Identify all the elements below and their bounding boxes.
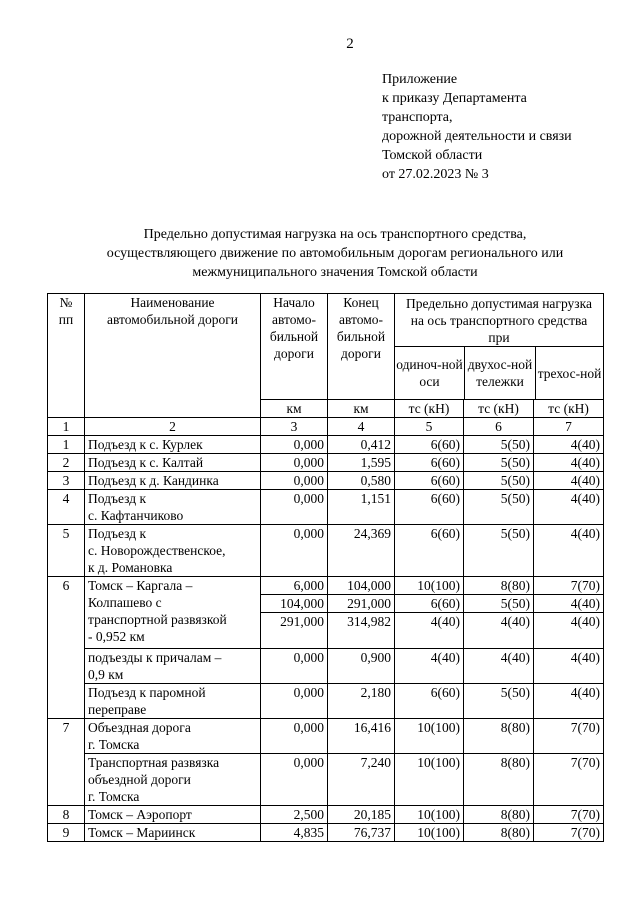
load-single: 4(40) [395,613,464,649]
col-number: 5 [395,418,464,436]
unit-end: км [328,400,395,418]
header-row [48,294,604,400]
load-triple: 4(40) [534,454,604,472]
road-end: 1,151 [328,490,395,525]
road-name [85,649,261,684]
header-num: № пп [48,294,85,418]
road-name-line: переправе [88,702,147,717]
load-double: 8(80) [464,577,534,595]
load-double: 8(80) [464,806,534,824]
road-name-line: г. Томска [88,789,140,804]
table-row [48,806,604,824]
road-end: 104,000 [328,577,395,595]
road-name: Подъезд к с. Курлек [85,436,261,454]
road-start: 0,000 [261,525,328,577]
unit-start: км [261,400,328,418]
road-end: 24,369 [328,525,395,577]
road-end: 0,412 [328,436,395,454]
load-single: 6(60) [395,525,464,577]
header-name: Наименование автомобильной дороги [85,294,261,418]
col-number: 1 [48,418,85,436]
load-single: 10(100) [395,754,464,806]
load-triple: 4(40) [534,684,604,719]
road-name [85,754,261,806]
load-triple: 4(40) [534,613,604,649]
header-end: Конец автомо-бильной дороги [328,294,395,400]
road-start: 2,500 [261,806,328,824]
road-start: 0,000 [261,684,328,719]
load-triple: 4(40) [534,649,604,684]
road-name-line: 0,9 км [88,667,124,682]
table-row [48,754,604,806]
col-number: 6 [464,418,534,436]
road-name-line: с. Кафтанчиково [88,508,184,523]
road-end: 76,737 [328,824,395,842]
load-triple: 4(40) [534,595,604,613]
road-name-line: к д. Романовка [88,560,173,575]
row-num: 1 [48,436,85,454]
appendix-line: Приложение [382,72,458,87]
load-double: 4(40) [464,613,534,649]
load-triple: 4(40) [534,436,604,454]
load-double: 8(80) [464,824,534,842]
load-single: 6(60) [395,472,464,490]
load-triple: 4(40) [534,525,604,577]
header-triple-axle: трехос-ной [537,365,602,381]
road-name-line: Транспортная развязка [88,755,220,770]
col-number: 3 [261,418,328,436]
col-number: 4 [328,418,395,436]
table-row [48,684,604,719]
road-end: 20,185 [328,806,395,824]
load-single: 6(60) [395,454,464,472]
road-start: 291,000 [261,613,328,649]
col-number: 7 [534,418,604,436]
road-name-line: Подъезд к паромной [88,685,206,700]
load-single: 6(60) [395,684,464,719]
load-double: 5(50) [464,525,534,577]
row-num: 6 [48,577,85,719]
load-single: 4(40) [395,649,464,684]
road-start: 4,835 [261,824,328,842]
load-single: 6(60) [395,436,464,454]
table-row [48,490,604,525]
row-num: 5 [48,525,85,577]
load-double: 8(80) [464,754,534,806]
row-num: 4 [48,490,85,525]
row-num: 7 [48,719,85,806]
road-start: 0,000 [261,649,328,684]
road-name-line: Подъезд к [88,526,147,541]
table-row [48,719,604,754]
road-end: 7,240 [328,754,395,806]
road-name: Томск – Аэропорт [85,806,261,824]
load-triple: 7(70) [534,824,604,842]
road-name-line: с. Новорождественское, [88,543,226,558]
road-start: 0,000 [261,719,328,754]
header-limit-group [395,294,604,400]
load-double: 5(50) [464,595,534,613]
table-row [48,454,604,472]
table-row [48,824,604,842]
road-end: 0,900 [328,649,395,684]
road-name [85,490,261,525]
road-name: Подъезд к д. Кандинка [85,472,261,490]
load-double: 5(50) [464,472,534,490]
unit-double: тс (кН) [464,400,534,418]
road-name-line: г. Томска [88,737,140,752]
header-start: Начало автомо-бильной дороги [261,294,328,400]
row-num: 2 [48,454,85,472]
row-num: 8 [48,806,85,824]
load-double: 5(50) [464,684,534,719]
road-start: 104,000 [261,595,328,613]
road-name-line: Колпашево с [88,595,162,610]
load-single: 6(60) [395,595,464,613]
table-row [48,577,604,595]
unit-triple: тс (кН) [534,400,604,418]
header-double-axle: двухос-ной тележки [465,347,536,399]
load-double: 5(50) [464,436,534,454]
table-row [48,472,604,490]
page-number: 2 [346,36,354,52]
road-start: 0,000 [261,472,328,490]
appendix-line: дорожной деятельности и связи [382,129,572,144]
table-row [48,525,604,577]
load-double: 5(50) [464,490,534,525]
column-number-row [48,418,604,436]
road-name-line: Объездная дорога [88,720,191,735]
road-name-line: объездной дороги [88,772,191,787]
road-end: 314,982 [328,613,395,649]
load-triple: 7(70) [534,806,604,824]
road-name-line: транспортной развязкой [88,612,227,627]
load-triple: 7(70) [534,577,604,595]
road-start: 0,000 [261,436,328,454]
road-end: 16,416 [328,719,395,754]
header-limit-title: Предельно допустимая нагрузка на ось транспортного средства при [395,294,603,347]
road-name: Томск – Мариинск [85,824,261,842]
load-single: 10(100) [395,806,464,824]
axle-load-table [47,293,604,842]
road-name [85,525,261,577]
road-name-line: подъезды к причалам – [88,650,222,665]
load-single: 6(60) [395,490,464,525]
road-name [85,719,261,754]
col-number: 2 [85,418,261,436]
load-double: 4(40) [464,649,534,684]
load-single: 10(100) [395,824,464,842]
load-triple: 4(40) [534,490,604,525]
road-start: 0,000 [261,490,328,525]
load-triple: 7(70) [534,754,604,806]
load-single: 10(100) [395,719,464,754]
appendix-line: к приказу Департамента [382,91,527,106]
road-name-line: Подъезд к [88,491,147,506]
appendix-line: транспорта, [382,110,453,125]
appendix-line: Томской области [382,148,483,163]
road-end: 0,580 [328,472,395,490]
unit-single: тс (кН) [395,400,464,418]
appendix-line: от 27.02.2023 № 3 [382,167,489,182]
road-end: 1,595 [328,454,395,472]
road-name [85,684,261,719]
row-num: 9 [48,824,85,842]
table-row [48,436,604,454]
appendix-block [382,70,572,184]
title-line: межмуниципального значения Томской области [192,265,478,280]
road-name [85,577,261,649]
table-row [48,649,604,684]
road-end: 2,180 [328,684,395,719]
road-start: 0,000 [261,454,328,472]
load-single: 10(100) [395,577,464,595]
title-line: осуществляющего движение по автомобильным дорогам регионального или [106,246,564,261]
road-name: Подъезд к с. Калтай [85,454,261,472]
road-end: 291,000 [328,595,395,613]
load-double: 5(50) [464,454,534,472]
load-triple: 7(70) [534,719,604,754]
title-line: Предельно допустимая нагрузка на ось транспортного средства, [143,227,527,242]
road-start: 6,000 [261,577,328,595]
load-double: 8(80) [464,719,534,754]
header-single-axle: одиноч-ной оси [395,347,465,399]
road-name-line: Томск – Каргала – [88,578,193,593]
road-name-line: - 0,952 км [88,629,145,644]
load-triple: 4(40) [534,472,604,490]
document-title [40,225,630,282]
row-num: 3 [48,472,85,490]
road-start: 0,000 [261,754,328,806]
